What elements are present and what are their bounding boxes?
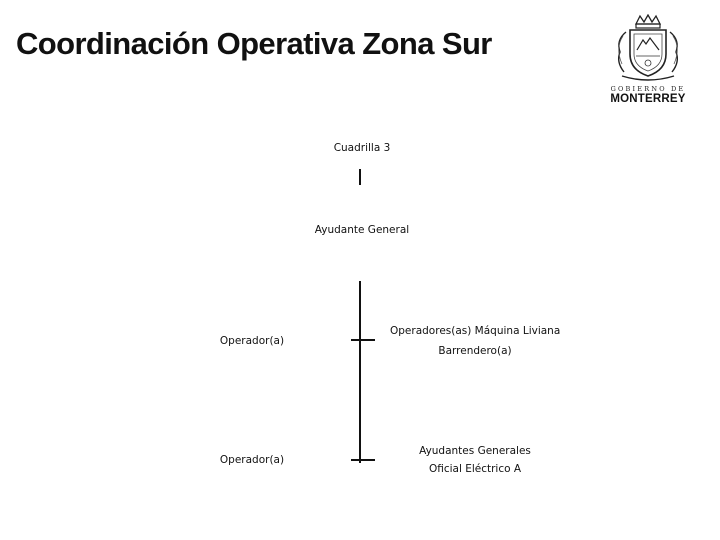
logo-subtitle: GOBIERNO DE: [610, 85, 686, 93]
connector-branch-1: [351, 339, 375, 341]
node-right-2b: Oficial Eléctrico A: [428, 463, 522, 475]
node-left-2: Operador(a): [219, 454, 285, 466]
node-right-2a: Ayudantes Generales: [419, 445, 531, 457]
node-right-1a: Operadores(as) Máquina Liviana: [390, 325, 561, 337]
node-top: Cuadrilla 3: [333, 142, 391, 154]
node-right-1b: Barrendero(a): [438, 345, 512, 357]
logo-wordmark: MONTERREY: [610, 93, 686, 105]
node-left-1: Operador(a): [219, 335, 285, 347]
connector-trunk: [359, 281, 361, 463]
node-mid: Ayudante General: [314, 224, 410, 236]
page-title: Coordinación Operativa Zona Sur: [16, 26, 492, 61]
connector-branch-2: [351, 459, 375, 461]
connector-top: [359, 169, 361, 185]
coat-of-arms-icon: [606, 14, 690, 84]
government-logo: [606, 14, 690, 106]
